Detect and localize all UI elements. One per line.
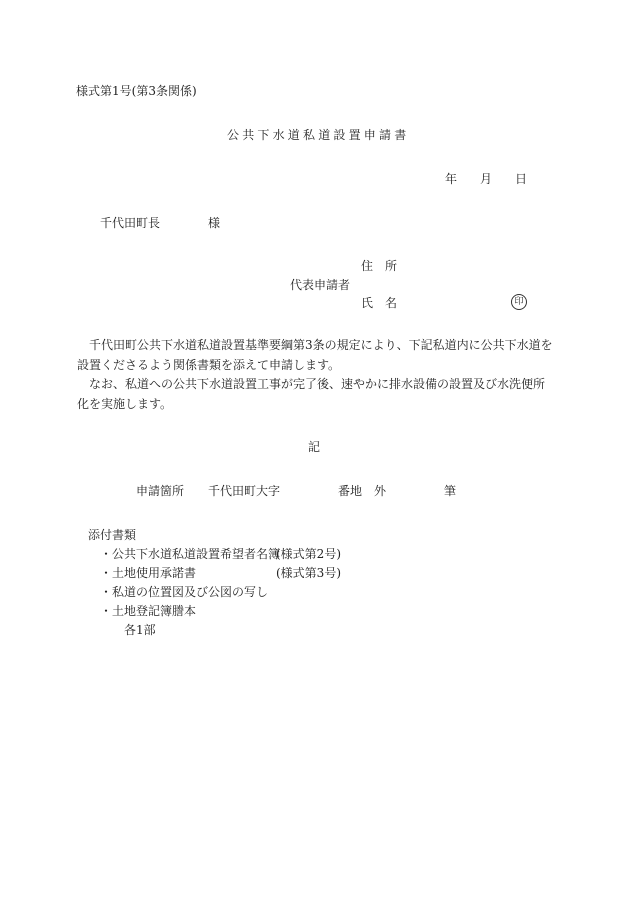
ki-heading: 記 bbox=[308, 440, 321, 454]
date-year: 年 bbox=[445, 172, 458, 186]
attachments-copies: 各1部 bbox=[124, 623, 156, 637]
attachment-item-form: (様式第3号) bbox=[276, 566, 341, 580]
body-paragraph-1: 千代田町公共下水道私道設置基準要綱第3条の規定により、下記私道内に公共下水道を設置くださるよう関係書類を添えて申請します。 bbox=[77, 338, 553, 372]
form-number: 様式第1号(第3条関係) bbox=[76, 84, 197, 98]
attachment-item: ・公共下水道私道設置希望者名簿 bbox=[100, 547, 281, 561]
address-label: 住 所 bbox=[361, 259, 398, 273]
attachment-item: ・私道の位置図及び公図の写し bbox=[100, 585, 269, 599]
addressee-name: 千代田町長 bbox=[100, 216, 161, 230]
location-label: 申請箇所 bbox=[136, 484, 185, 498]
location-hitsu: 筆 bbox=[444, 484, 457, 498]
body-paragraph-2: なお、私道への公共下水道設置工事が完了後、速やかに排水設備の設置及び水洗便所化を実施します。 bbox=[77, 377, 546, 411]
location-place: 千代田町大字 bbox=[208, 484, 281, 498]
attachment-item-form: (様式第2号) bbox=[276, 547, 341, 561]
date-month: 月 bbox=[480, 172, 493, 186]
representative-label: 代表申請者 bbox=[290, 278, 351, 292]
addressee-honorific: 様 bbox=[208, 216, 221, 230]
name-label: 氏 名 bbox=[361, 296, 398, 310]
document-title: 公共下水道私道設置申請書 bbox=[227, 128, 410, 142]
attachment-item: ・土地登記簿謄本 bbox=[100, 604, 197, 618]
seal-mark: 印 bbox=[511, 294, 527, 310]
location-banchi: 番地 外 bbox=[338, 484, 387, 498]
date-day: 日 bbox=[515, 172, 528, 186]
attachments-heading: 添付書類 bbox=[88, 528, 137, 542]
attachment-item: ・土地使用承諾書 bbox=[100, 566, 197, 580]
